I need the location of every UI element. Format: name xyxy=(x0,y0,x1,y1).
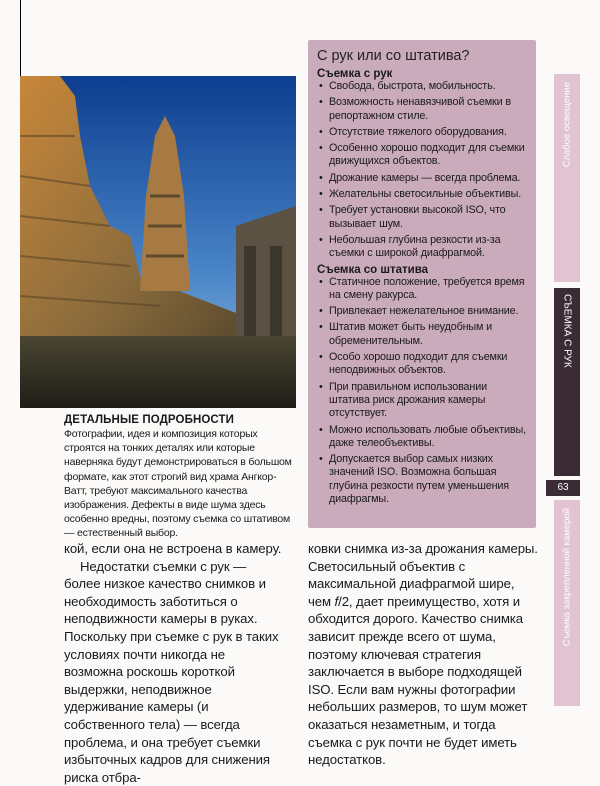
caption-title: ДЕТАЛЬНЫЕ ПОДРОБНОСТИ xyxy=(64,414,235,426)
list-item: • Можно использовать любые объективы, даже телеобъективы. xyxy=(317,424,529,451)
f-number-symbol: f xyxy=(334,593,339,609)
tab-handheld-label: СЪЕМКА С РУК xyxy=(561,294,573,368)
tab-handheld[interactable] xyxy=(554,288,580,476)
list-item: • При правильном использовании штатива риск дрожания камеры отсутствует. xyxy=(317,381,529,421)
tab-mounted[interactable] xyxy=(554,500,580,706)
list-item: • Особо хорошо подходит для съемки неподвижных объектов. xyxy=(317,351,529,378)
tripod-list xyxy=(317,276,529,507)
list-item: • Небольшая глубина резкости из-за съемки с широкой диафрагмой. xyxy=(317,234,529,261)
paragraph-part: ковки снимка из-за дрожания камеры. Светосильный объектив с максимальной диафрагмой шире, чем xyxy=(308,541,538,609)
list-item: • Привлекает нежелательное внимание. xyxy=(317,305,529,318)
page-number: 63 xyxy=(546,480,580,496)
list-item: • Дрожание камеры — всегда проблема. xyxy=(317,172,529,185)
list-item: • Допускается выбор самых низких значений ISO. Возможна большая глубина резкости путем уменьшения диафрагмы. xyxy=(317,453,529,506)
tab-mounted-label: Съемка закрепленной камерой xyxy=(561,508,573,647)
body-column-left xyxy=(64,540,286,786)
top-rule xyxy=(20,0,21,80)
list-item: • Свобода, быстрота, мобильность. xyxy=(317,80,529,93)
temple-photo xyxy=(20,76,296,408)
handheld-list xyxy=(317,80,529,261)
tripod-heading: Съемка со штатива xyxy=(317,263,429,276)
caption-text: Фотографии, идея и композиция которых строятся на тонких деталях или которые наверняка будут демонстрироваться в большом формате, как этот строгий вид храма Ангкор-Ватт, требуют максимального качества изображения. Дефекты в виде шума здесь особенно вредны, поэтому съемка со штативом — естественный выбор. xyxy=(64,428,292,540)
list-item: • Особенно хорошо подходит для съемки движущихся объектов. xyxy=(317,142,529,169)
list-item: • Желательны светосильные объективы. xyxy=(317,188,529,201)
comparison-box xyxy=(308,40,536,528)
list-item: • Требует установки высокой ISO, что вызывает шум. xyxy=(317,204,529,231)
photo-caption xyxy=(64,414,296,541)
paragraph: кой, если она не встроена в камеру. xyxy=(64,541,282,556)
paragraph xyxy=(308,540,540,769)
list-item: • Статичное положение, требуется время на смену ракурса. xyxy=(317,276,529,303)
paragraph: Недостатки съемки с рук — более низкое качество снимков и необходимость заботиться о неподвижности камеры в руках. Поскольку при съемке с рук в таких условиях почти никогда не возможна роскошь короткой выдержки, неподвижное удерживание камеры (и собственного тела) — всегда проблема, и она требует съемки избыточных кадров для снижения риска отбра- xyxy=(64,558,279,785)
tab-low-light[interactable] xyxy=(554,74,580,282)
box-title: С рук или со штатива? xyxy=(317,48,470,64)
handheld-heading: Съемка с рук xyxy=(317,68,393,80)
paragraph-part: /2, дает преимущество, хотя и обходится дорого. Качество снимка зависит прежде всего от шума, поэтому ключевая стратегия заключается в выборе подходящей ISO. Если вам нужны фотографии небольших размеров, то шум может оказаться незаметным, и тогда съемка с рук почти не будет иметь недостатков. xyxy=(308,593,528,768)
list-item: • Штатив может быть неудобным и обременительным. xyxy=(317,321,529,348)
list-item: • Возможность ненавязчивой съемки в репортажном стиле. xyxy=(317,96,529,123)
body-column-right xyxy=(308,540,540,769)
list-item: • Отсутствие тяжелого оборудования. xyxy=(317,126,529,139)
tab-low-light-label: Слабое освещение xyxy=(561,82,573,168)
